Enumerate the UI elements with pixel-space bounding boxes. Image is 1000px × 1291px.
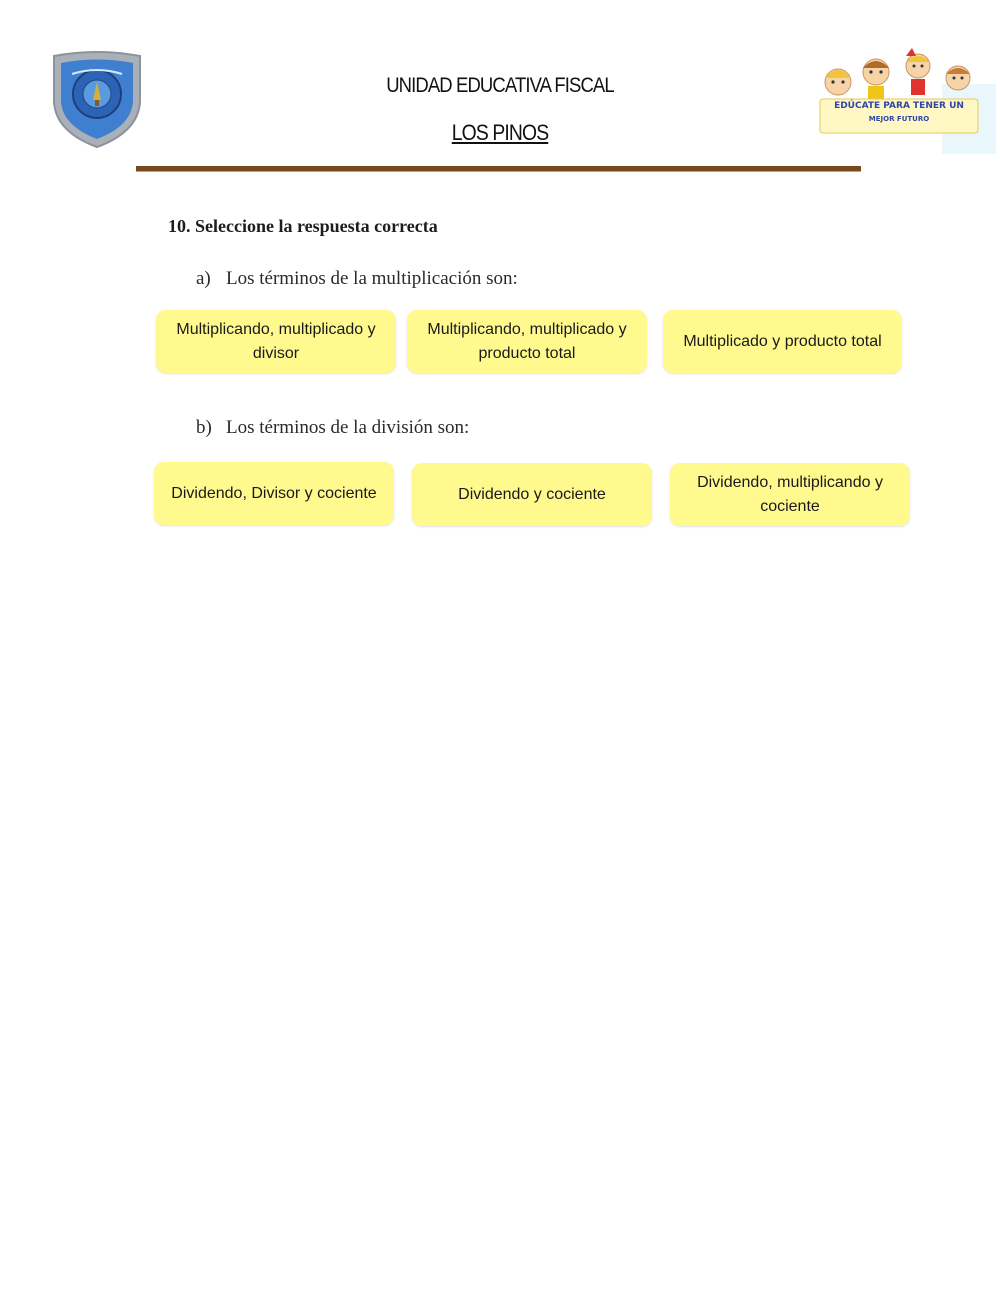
answer-option-label: Multiplicando, multiplicado y divisor <box>176 320 376 362</box>
logo-slogan-line2: MEJOR FUTURO <box>868 115 930 123</box>
answer-option[interactable] <box>412 463 652 526</box>
answer-option[interactable] <box>670 463 910 526</box>
children-illustration <box>810 44 996 154</box>
answer-option-label: Multiplicando, multiplicado y producto total <box>427 320 627 362</box>
sub-question-b <box>196 417 469 439</box>
question-title: 10. Seleccione la respuesta correcta <box>168 216 438 236</box>
sub-question-a <box>196 268 518 290</box>
header-divider <box>136 166 861 172</box>
answer-option[interactable] <box>663 310 902 373</box>
school-name: UNIDAD EDUCATIVA FISCAL <box>386 74 614 97</box>
sub-question-prompt: Los términos de la multiplicación son: <box>226 268 518 289</box>
sub-question-prompt: Los términos de la división son: <box>226 417 470 438</box>
answer-option-label: Dividendo y cociente <box>458 485 606 503</box>
school-subtitle: LOS PINOS <box>451 120 549 145</box>
answer-option[interactable] <box>156 310 396 373</box>
kids-logo <box>810 44 996 154</box>
logo-slogan <box>824 100 974 132</box>
sub-question-letter: b) <box>196 417 212 438</box>
answer-option-label: Multiplicado y producto total <box>683 332 882 350</box>
answer-option[interactable] <box>154 462 394 525</box>
answer-option[interactable] <box>407 310 647 373</box>
logo-slogan-line1: EDÚCATE PARA TENER UN <box>834 101 964 111</box>
answer-option-label: Dividendo, Divisor y cociente <box>171 484 377 502</box>
sub-question-letter: a) <box>196 268 211 289</box>
answer-option-label: Dividendo, multiplicando y cociente <box>697 473 883 515</box>
